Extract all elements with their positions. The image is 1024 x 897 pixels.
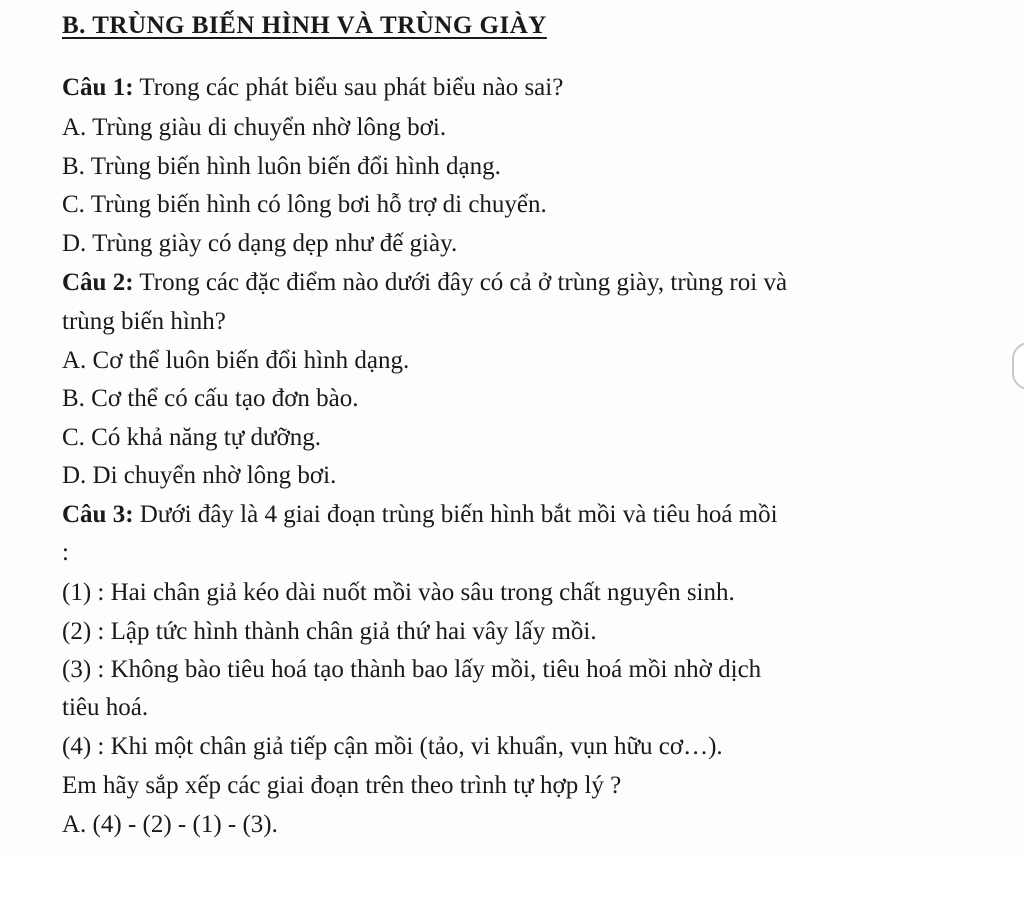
- question-3-stage-4: (4) : Khi một chân giả tiếp cận mồi (tảo, vi khuẩn, vụn hữu cơ…).: [62, 733, 723, 760]
- question-1: [62, 73, 563, 103]
- question-1-text: Trong các phát biểu sau phát biểu nào sai?: [139, 74, 564, 101]
- question-2-number: Câu 2:: [62, 269, 134, 296]
- page-bottom-margin: [0, 858, 1024, 897]
- question-2-option-b: B. Cơ thể có cấu tạo đơn bào.: [62, 385, 359, 412]
- question-1-option-c: C. Trùng biến hình có lông bơi hỗ trợ di chuyển.: [62, 191, 547, 218]
- question-3-stage-2: (2) : Lập tức hình thành chân giả thứ hai vây lấy mồi.: [62, 618, 597, 645]
- section-title: B. TRÙNG BIẾN HÌNH VÀ TRÙNG GIÀY: [62, 12, 547, 39]
- question-3-stage-3-cont: tiêu hoá.: [62, 694, 149, 721]
- question-1-option-d: D. Trùng giày có dạng dẹp như đế giày.: [62, 230, 458, 257]
- question-1-option-a: A. Trùng giàu di chuyển nhờ lông bơi.: [62, 114, 447, 141]
- question-2-option-a: A. Cơ thể luôn biến đổi hình dạng.: [62, 347, 410, 374]
- question-1-number: Câu 1:: [62, 74, 134, 101]
- question-3-text: Dưới đây là 4 giai đoạn trùng biến hình bắt mồi và tiêu hoá mồi: [139, 501, 778, 528]
- question-2-text: Trong các đặc điểm nào dưới đây có cả ở trùng giày, trùng roi và: [139, 269, 788, 296]
- question-2-option-d: D. Di chuyển nhờ lông bơi.: [62, 462, 337, 489]
- question-3-prompt: Em hãy sắp xếp các giai đoạn trên theo trình tự hợp lý ?: [62, 772, 622, 799]
- question-3-stage-1: (1) : Hai chân giả kéo dài nuốt mồi vào sâu trong chất nguyên sinh.: [62, 579, 735, 606]
- question-3-option-a: A. (4) - (2) - (1) - (3).: [62, 811, 278, 838]
- question-2: [62, 268, 787, 298]
- question-2-option-c: C. Có khả năng tự dưỡng.: [62, 424, 322, 451]
- question-2-text-cont: trùng biến hình?: [62, 308, 226, 335]
- question-3-number: Câu 3:: [62, 501, 134, 528]
- question-1-option-b: B. Trùng biến hình luôn biến đổi hình dạng.: [62, 153, 501, 180]
- question-3-stage-3: (3) : Không bào tiêu hoá tạo thành bao lấy mồi, tiêu hoá mồi nhờ dịch: [62, 656, 762, 683]
- question-3: [62, 500, 778, 530]
- question-3-text-cont: :: [62, 539, 69, 566]
